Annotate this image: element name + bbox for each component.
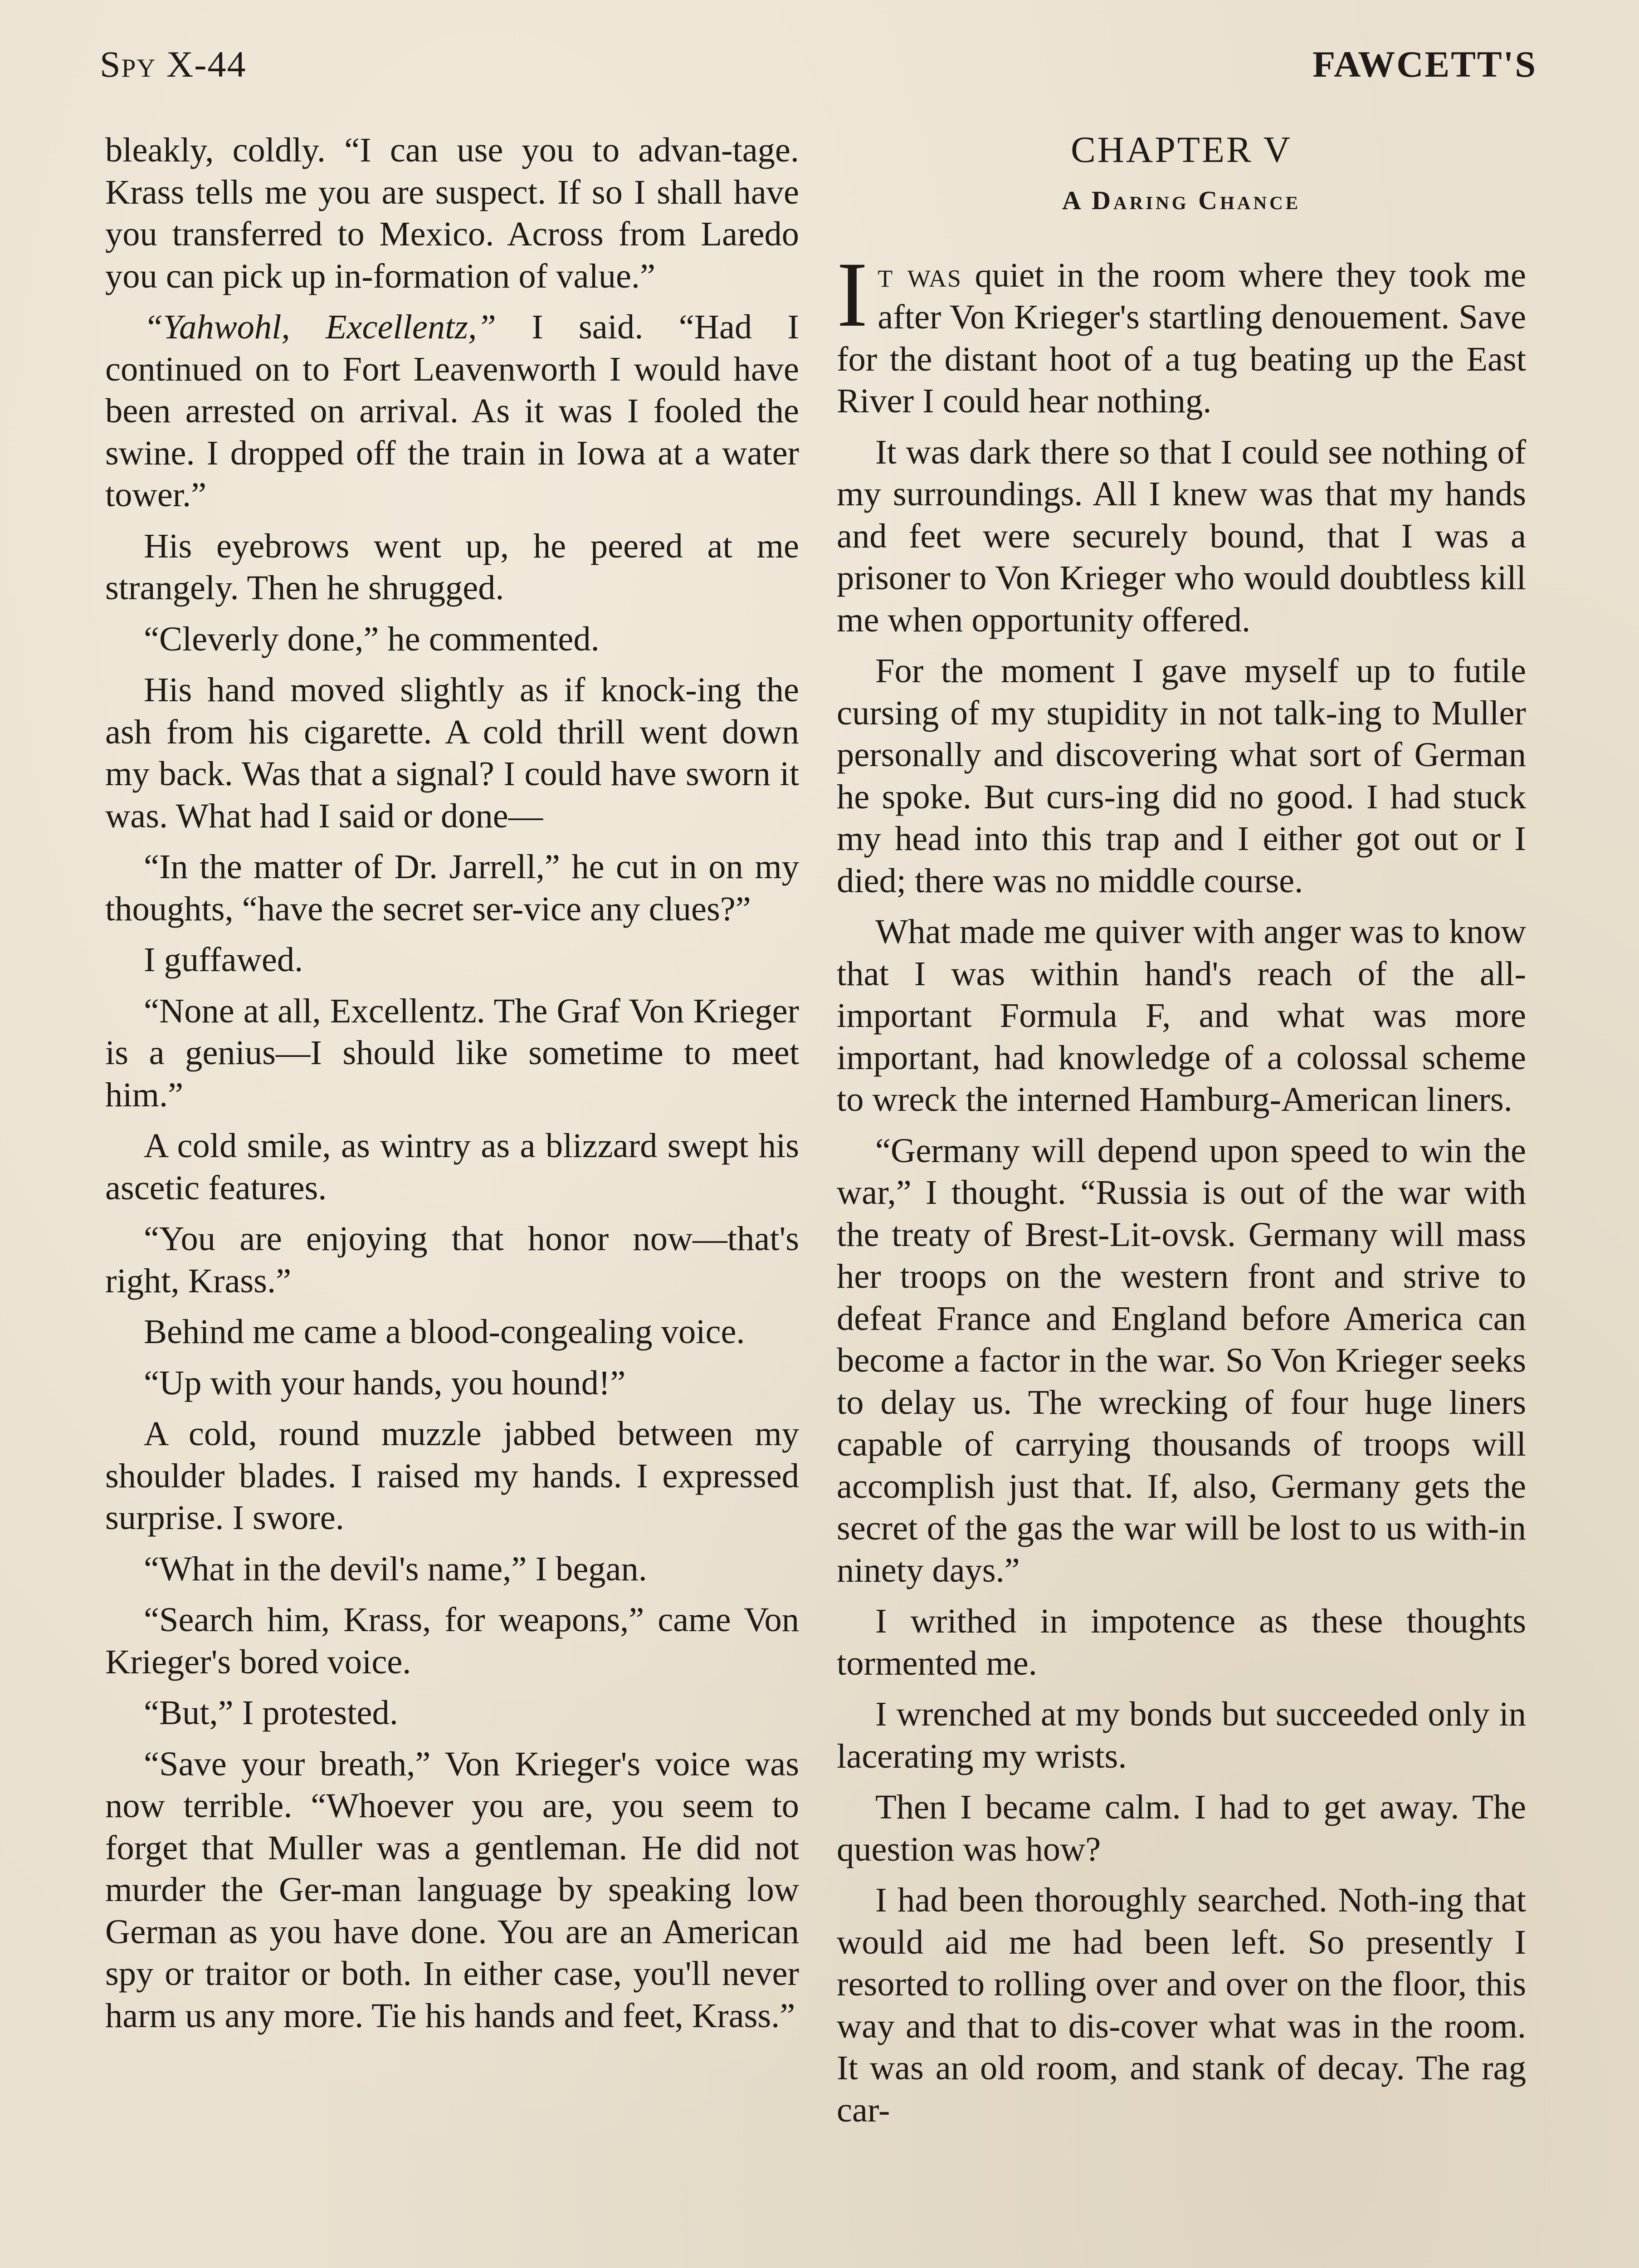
paragraph: I guffawed. — [144, 940, 303, 979]
left-text-column — [105, 129, 799, 2046]
paragraph: “Up with your hands, you hound!” — [144, 1363, 626, 1402]
paragraph: His hand moved slightly as if knock-ing the ash from his cigarette. A cold thrill went down my back. Was that a signal? I could have sworn it was. What had I said or done— — [105, 670, 799, 835]
paragraph: I writhed in impotence as these thoughts tormented me. — [837, 1602, 1526, 1682]
paragraph — [105, 306, 799, 516]
paragraph: “In the matter of Dr. Jarrell,” he cut in on my thoughts, “have the secret ser-vice any clues?” — [105, 847, 799, 928]
paragraph: “Germany will depend upon speed to win the war,” I thought. “Russia is out of the war with the treaty of Brest-Lit-ovsk. Germany will mass her troops on the western front and strive to defeat France and England before America can become a factor in the war. So Von Krieger seeks to delay us. The wrecking of four huge liners capable of carrying thousands of troops will accomplish just that. If, also, Germany gets the secret of the gas the war will be lost to us with-in ninety days.” — [837, 1131, 1526, 1589]
paragraph-text: I said. “Had I continued on to Fort Leavenworth I would have been arrested on arrival. As it was I fooled the swine. I dropped off the train in Iowa at a water tower.” — [105, 308, 799, 514]
paragraph: I had been thoroughly searched. Noth-ing that would aid me had been left. So presently I resorted to rolling over and over on the floor, this way and that to dis-cover what was in the room. It was an old room, and stank of decay. The rag car- — [837, 1881, 1526, 2129]
paragraph: I wrenched at my bonds but succeeded only in lacerating my wrists. — [837, 1695, 1526, 1775]
chapter-title: CHAPTER V — [1071, 129, 1292, 170]
drop-cap: I — [837, 243, 868, 346]
chapter-subtitle: A Daring Chance — [1062, 186, 1301, 215]
paragraph-text: quiet in the room where they took me after Von Krieger's startling denouement. Save for the distant hoot of a tug beating up the East River I could hear nothing. — [837, 255, 1526, 420]
paragraph: “You are enjoying that honor now—that's right, Krass.” — [105, 1219, 799, 1300]
paragraph: “Cleverly done,” he commented. — [144, 619, 600, 658]
paragraph: It was dark there so that I could see nothing of my surroundings. All I knew was that my hands and feet were securely bound, that I was a prisoner to Von Krieger who would doubtless kill me when opportunity offered. — [837, 432, 1526, 639]
paragraph: Then I became calm. I had to get away. The question was how? — [837, 1788, 1526, 1868]
paragraph: A cold, round muzzle jabbed between my shoulder blades. I raised my hands. I expressed surprise. I swore. — [105, 1414, 799, 1537]
paragraph: “Save your breath,” Von Krieger's voice was now terrible. “Whoever you are, you seem to forget that Muller was a gentleman. He did not murder the Ger-man language by speaking low German as you have done. You are an American spy or traitor or both. In either case, you'll never harm us any more. Tie his hands and feet, Krass.” — [105, 1744, 799, 2035]
opening-paragraph — [837, 243, 1526, 422]
running-header-title: Spy X-44 — [100, 44, 247, 85]
paragraph: “Search him, Krass, for weapons,” came Von Krieger's bored voice. — [105, 1600, 799, 1681]
paragraph: For the moment I gave myself up to futile cursing of my stupidity in not talk-ing to Muller personally and discovering what sort of German he spoke. But curs-ing did no good. I had stuck my head into this trap and I either got out or I died; there was no middle course. — [837, 651, 1526, 900]
paragraph: A cold smile, as wintry as a blizzard swept his ascetic features. — [105, 1126, 799, 1207]
paragraph: What made me quiver with anger was to know that I was within hand's reach of the all-important Formula F, and what was more important, had knowledge of a colossal scheme to wreck the interned Hamburg-American liners. — [837, 912, 1526, 1119]
paragraph: Behind me came a blood-congealing voice. — [144, 1312, 745, 1351]
right-text-column — [837, 127, 1526, 2140]
paragraph: His eyebrows went up, he peered at me strangely. Then he shrugged. — [105, 526, 799, 607]
paragraph: “What in the devil's name,” I began. — [144, 1549, 647, 1588]
lead-in: t was — [878, 255, 962, 294]
running-header-publisher: FAWCETT'S — [1312, 44, 1537, 85]
paragraph: bleakly, coldly. “I can use you to advan-tage. Krass tells me you are suspect. If so I shall have you transferred to Mexico. Across from Laredo you can pick up in-formation of value.” — [105, 131, 799, 295]
italic-phrase: “Yahwohl, Excellentz,” — [144, 308, 496, 346]
paragraph: “None at all, Excellentz. The Graf Von Krieger is a genius—I should like sometime to meet him.” — [105, 991, 799, 1114]
paragraph: “But,” I protested. — [144, 1693, 398, 1732]
